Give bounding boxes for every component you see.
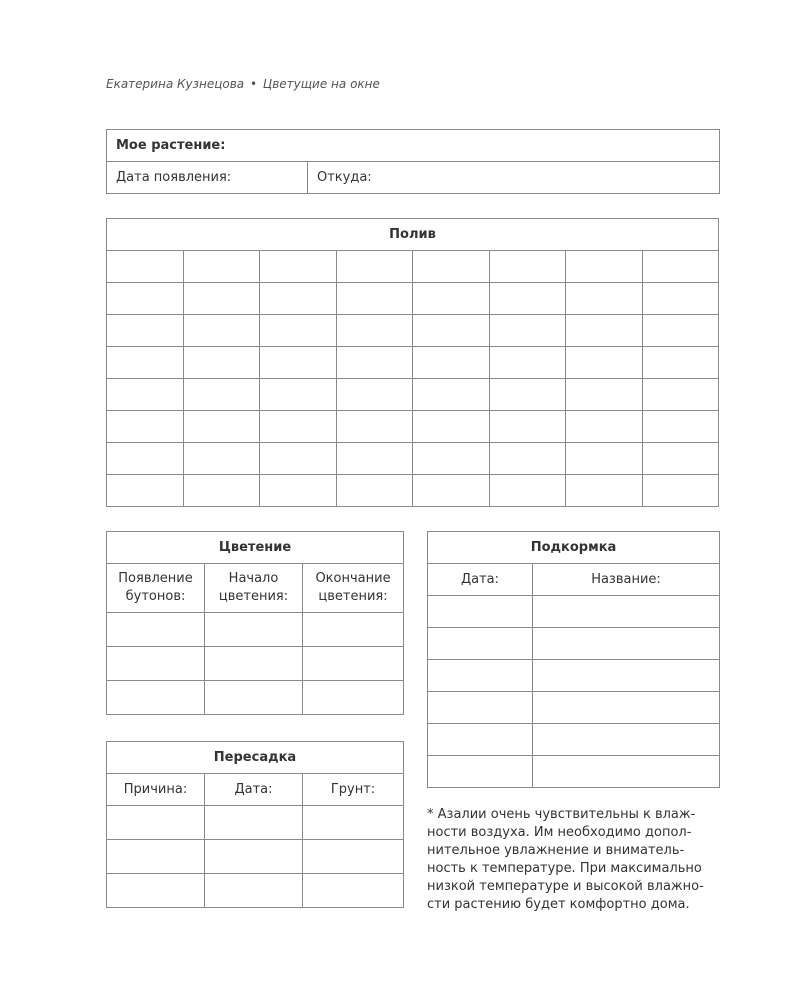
note-line: сти растению будет комфортно дома. bbox=[427, 897, 690, 912]
watering-row bbox=[107, 251, 719, 283]
flowering-cell[interactable] bbox=[205, 613, 303, 647]
feeding-row bbox=[428, 628, 720, 660]
watering-table bbox=[106, 218, 719, 507]
transplant-title: Пересадка bbox=[107, 742, 404, 774]
transplant-date-header: Дата: bbox=[205, 774, 303, 806]
flowering-table bbox=[106, 531, 404, 715]
watering-cell[interactable] bbox=[566, 475, 643, 507]
watering-cell[interactable] bbox=[413, 379, 490, 411]
watering-cell[interactable] bbox=[413, 411, 490, 443]
feeding-date-header: Дата: bbox=[428, 564, 533, 596]
watering-cell[interactable] bbox=[260, 443, 337, 475]
feeding-cell[interactable] bbox=[533, 660, 720, 692]
azalea-note bbox=[427, 806, 723, 914]
watering-cell[interactable] bbox=[260, 379, 337, 411]
watering-cell[interactable] bbox=[566, 379, 643, 411]
watering-cell[interactable] bbox=[642, 251, 719, 283]
watering-cell[interactable] bbox=[107, 443, 184, 475]
watering-cell[interactable] bbox=[107, 379, 184, 411]
feeding-row bbox=[428, 596, 720, 628]
feeding-row bbox=[428, 756, 720, 788]
flowering-cell[interactable] bbox=[107, 647, 205, 681]
watering-cell[interactable] bbox=[336, 475, 413, 507]
watering-cell[interactable] bbox=[566, 443, 643, 475]
feeding-cell[interactable] bbox=[533, 692, 720, 724]
flowering-cell[interactable] bbox=[303, 647, 404, 681]
transplant-cell[interactable] bbox=[303, 840, 404, 874]
note-line: * Азалии очень чувствительны к влаж- bbox=[427, 807, 696, 822]
note-line: ность к температуре. При максимально bbox=[427, 861, 702, 876]
watering-cell[interactable] bbox=[260, 315, 337, 347]
feeding-table bbox=[427, 531, 720, 788]
watering-cell[interactable] bbox=[260, 411, 337, 443]
feeding-cell[interactable] bbox=[428, 596, 533, 628]
watering-cell[interactable] bbox=[489, 379, 566, 411]
transplant-cell[interactable] bbox=[205, 840, 303, 874]
transplant-soil-header: Грунт: bbox=[303, 774, 404, 806]
watering-cell[interactable] bbox=[183, 443, 260, 475]
watering-cell[interactable] bbox=[642, 315, 719, 347]
note-line: нительное увлажнение и вниматель- bbox=[427, 843, 685, 858]
feeding-cell[interactable] bbox=[428, 756, 533, 788]
watering-cell[interactable] bbox=[642, 443, 719, 475]
flowering-row bbox=[107, 613, 404, 647]
flowering-cell[interactable] bbox=[205, 681, 303, 715]
watering-cell[interactable] bbox=[260, 283, 337, 315]
watering-cell[interactable] bbox=[489, 283, 566, 315]
watering-cell[interactable] bbox=[107, 475, 184, 507]
watering-cell[interactable] bbox=[107, 315, 184, 347]
feeding-cell[interactable] bbox=[428, 660, 533, 692]
watering-row bbox=[107, 379, 719, 411]
watering-cell[interactable] bbox=[107, 251, 184, 283]
transplant-cell[interactable] bbox=[303, 806, 404, 840]
bloom-end-header: Окончание цветения: bbox=[303, 564, 404, 613]
feeding-row bbox=[428, 692, 720, 724]
feeding-cell[interactable] bbox=[533, 724, 720, 756]
watering-cell[interactable] bbox=[489, 411, 566, 443]
watering-cell[interactable] bbox=[489, 347, 566, 379]
watering-row bbox=[107, 475, 719, 507]
watering-cell[interactable] bbox=[336, 283, 413, 315]
my-plant-field[interactable]: Мое растение: bbox=[107, 130, 720, 162]
watering-row bbox=[107, 411, 719, 443]
note-line: ности воздуха. Им необходимо допол- bbox=[427, 825, 692, 840]
watering-cell[interactable] bbox=[566, 251, 643, 283]
flowering-cell[interactable] bbox=[205, 647, 303, 681]
transplant-row bbox=[107, 874, 404, 908]
watering-cell[interactable] bbox=[107, 411, 184, 443]
watering-row bbox=[107, 315, 719, 347]
flowering-row bbox=[107, 681, 404, 715]
watering-cell[interactable] bbox=[336, 411, 413, 443]
watering-row bbox=[107, 347, 719, 379]
flowering-row bbox=[107, 647, 404, 681]
watering-cell[interactable] bbox=[489, 251, 566, 283]
watering-cell[interactable] bbox=[642, 283, 719, 315]
feeding-row bbox=[428, 660, 720, 692]
watering-cell[interactable] bbox=[566, 347, 643, 379]
watering-cell[interactable] bbox=[413, 315, 490, 347]
buds-appearance-header: Появление бутонов: bbox=[107, 564, 205, 613]
watering-cell[interactable] bbox=[642, 411, 719, 443]
watering-row bbox=[107, 443, 719, 475]
watering-cell[interactable] bbox=[336, 443, 413, 475]
author-name: Екатерина Кузнецова bbox=[106, 77, 245, 91]
watering-cell[interactable] bbox=[260, 347, 337, 379]
feeding-cell[interactable] bbox=[533, 596, 720, 628]
note-line: низкой температуре и высокой влажно- bbox=[427, 879, 704, 894]
transplant-cell[interactable] bbox=[205, 806, 303, 840]
book-title: Цветущие на окне bbox=[262, 77, 380, 91]
watering-cell[interactable] bbox=[183, 411, 260, 443]
watering-cell[interactable] bbox=[566, 315, 643, 347]
watering-cell[interactable] bbox=[489, 475, 566, 507]
watering-cell[interactable] bbox=[413, 251, 490, 283]
watering-title: Полив bbox=[107, 219, 719, 251]
watering-cell[interactable] bbox=[260, 475, 337, 507]
feeding-name-header: Название: bbox=[533, 564, 720, 596]
transplant-table bbox=[106, 741, 404, 908]
watering-cell[interactable] bbox=[183, 475, 260, 507]
header-separator: • bbox=[249, 77, 258, 91]
watering-cell[interactable] bbox=[566, 411, 643, 443]
feeding-row bbox=[428, 724, 720, 756]
transplant-reason-header: Причина: bbox=[107, 774, 205, 806]
watering-cell[interactable] bbox=[107, 283, 184, 315]
transplant-row bbox=[107, 806, 404, 840]
watering-cell[interactable] bbox=[336, 251, 413, 283]
feeding-cell[interactable] bbox=[533, 628, 720, 660]
feeding-title: Подкормка bbox=[428, 532, 720, 564]
watering-cell[interactable] bbox=[183, 283, 260, 315]
transplant-cell[interactable] bbox=[107, 806, 205, 840]
transplant-cell[interactable] bbox=[107, 840, 205, 874]
feeding-cell[interactable] bbox=[533, 756, 720, 788]
watering-cell[interactable] bbox=[642, 347, 719, 379]
watering-cell[interactable] bbox=[413, 283, 490, 315]
watering-cell[interactable] bbox=[336, 315, 413, 347]
watering-cell[interactable] bbox=[183, 379, 260, 411]
feeding-cell[interactable] bbox=[428, 724, 533, 756]
watering-cell[interactable] bbox=[642, 379, 719, 411]
flowering-title: Цветение bbox=[107, 532, 404, 564]
plant-info-table bbox=[106, 129, 720, 194]
transplant-cell[interactable] bbox=[303, 874, 404, 908]
appearance-date-field[interactable]: Дата появления: bbox=[107, 162, 308, 194]
watering-cell[interactable] bbox=[336, 379, 413, 411]
watering-cell[interactable] bbox=[107, 347, 184, 379]
transplant-cell[interactable] bbox=[205, 874, 303, 908]
watering-cell[interactable] bbox=[183, 251, 260, 283]
flowering-cell[interactable] bbox=[303, 681, 404, 715]
watering-cell[interactable] bbox=[489, 443, 566, 475]
watering-cell[interactable] bbox=[566, 283, 643, 315]
feeding-cell[interactable] bbox=[428, 692, 533, 724]
flowering-cell[interactable] bbox=[107, 681, 205, 715]
watering-cell[interactable] bbox=[413, 347, 490, 379]
watering-cell[interactable] bbox=[413, 443, 490, 475]
watering-cell[interactable] bbox=[260, 251, 337, 283]
watering-cell[interactable] bbox=[489, 315, 566, 347]
feeding-cell[interactable] bbox=[428, 628, 533, 660]
bloom-start-header: Начало цветения: bbox=[205, 564, 303, 613]
transplant-row bbox=[107, 840, 404, 874]
flowering-cell[interactable] bbox=[107, 613, 205, 647]
transplant-cell[interactable] bbox=[107, 874, 205, 908]
watering-cell[interactable] bbox=[413, 475, 490, 507]
watering-cell[interactable] bbox=[183, 315, 260, 347]
watering-cell[interactable] bbox=[642, 475, 719, 507]
watering-row bbox=[107, 283, 719, 315]
flowering-cell[interactable] bbox=[303, 613, 404, 647]
watering-cell[interactable] bbox=[336, 347, 413, 379]
page-header bbox=[106, 77, 380, 91]
watering-cell[interactable] bbox=[183, 347, 260, 379]
origin-field[interactable]: Откуда: bbox=[308, 162, 720, 194]
